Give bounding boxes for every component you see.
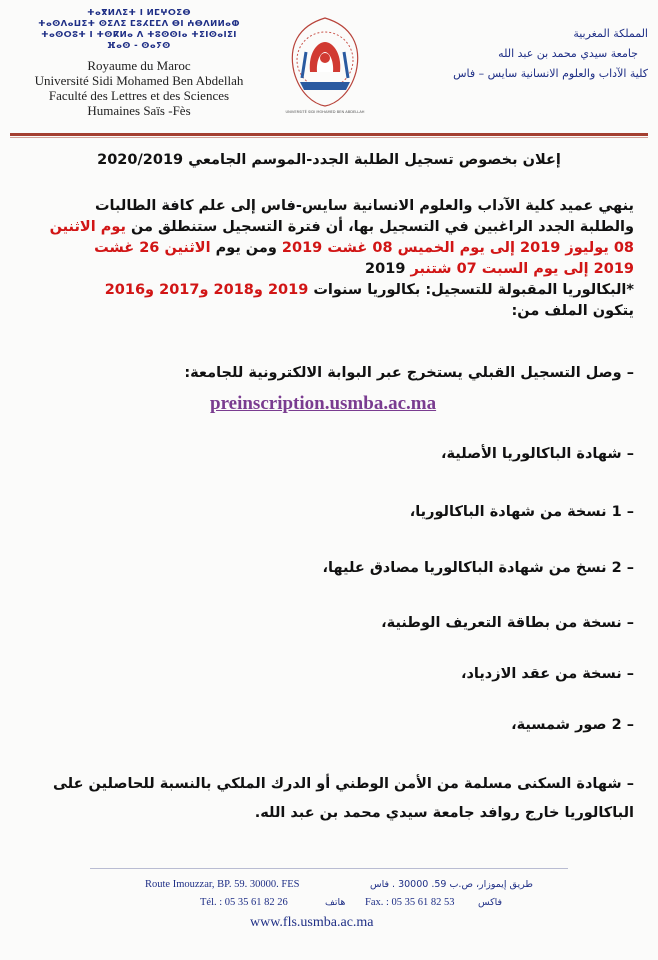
header-french [8, 58, 270, 118]
second-period-end: 2019 إلى يوم السبت 07 شتنبر [410, 261, 634, 277]
residence-line-1: – شهادة السكنى مسلمة من الأمن الوطني أو الدرك الملكي بالنسبة للحاصلين على [53, 776, 634, 792]
intro-line-2 [14, 217, 634, 238]
university-logo [280, 12, 370, 128]
logo-caption: UNIVERSITÉ SIDI MOHAMED BEN ABDELLAH [285, 110, 365, 114]
accepted-bac-label: *البكالوريا المقبولة للتسجيل: بكالوريا سنوات [308, 282, 634, 298]
ar-line-2: جامعة سيدي محمد بن عبد الله [498, 47, 638, 60]
start-day: يوم الاثنين [49, 219, 126, 235]
phone-label-ar: هاتف [325, 897, 346, 908]
tifinagh-line-3: ⵜⴰⵙⵔⵓⵜ ⵏ ⵜⵙⴽⵍⴰ ⴷ ⵜⵓⵙⵙⵏⴰ ⵜⵉⵏⵙⴰⵏⵉⵏ [41, 30, 237, 40]
list-item: – نسخة من بطاقة التعريف الوطنية، [381, 615, 634, 631]
tifinagh-line-1: ⵜⴰⴳⵍⴷⵉⵜ ⵏ ⵍⵎⵖⵔⵉⴱ [87, 8, 191, 18]
list-item: – 2 نسخ من شهادة الباكالوريا مصادق عليها، [322, 560, 634, 576]
intro-line-1: ينهي عميد كلية الآداب والعلوم الانسانية سايس-فاس إلى علم كافة الطالبات [94, 198, 634, 214]
footer [90, 868, 568, 955]
fr-line-2: Université Sidi Mohamed Ben Abdellah [34, 73, 244, 88]
fax-number: Fax. : 05 35 61 82 53 [365, 897, 455, 908]
fr-line-1: Royaume du Maroc [87, 58, 191, 73]
header-left [8, 8, 270, 118]
phone-number: Tél. : 05 35 61 82 26 [200, 897, 288, 908]
address-fr: Route Imouzzar, BP. 59. 30000. FES [145, 879, 300, 890]
accepted-bac-years: 2019 و2018 و2017 و2016 [104, 282, 309, 298]
fax-label-ar: فاكس [478, 897, 503, 908]
list-item: – وصل التسجيل القبلي يستخرج عبر البوابة الالكترونية للجامعة: [184, 365, 634, 381]
announcement-title: إعلان بخصوص تسجيل الطلبة الجدد-الموسم الجامعي 2020/2019 [97, 152, 561, 168]
intro-line-3 [14, 238, 634, 259]
ar-line-3: كلية الآداب والعلوم الانسانية سايس – فاس [453, 67, 648, 80]
preinscription-link[interactable]: preinscription.usmba.ac.ma [210, 393, 437, 414]
fr-line-3: Faculté des Lettres et des Sciences [48, 88, 230, 103]
list-item: – نسخة من عقد الازدياد، [460, 666, 634, 682]
ar-line-1: المملكة المغربية [573, 27, 648, 40]
header-divider [10, 133, 648, 136]
residence-line-2: الباكالوريا خارج روافد جامعة سيدي محمد بن عبد الله. [254, 805, 634, 821]
tifinagh-line-2: ⵜⴰⵙⴷⴰⵡⵉⵜ ⵙⵉⴷⵉ ⵎⵓⵃⵎⵎⴷ ⴱⵏ ⵄⴱⴷⵍⵍⴰⵀ [38, 19, 240, 29]
header-divider-thin [10, 137, 648, 138]
website-link[interactable]: www.fls.usmba.ac.ma [250, 915, 374, 930]
intro-paragraph [14, 196, 634, 322]
intro-line-3-text: ومن يوم [210, 240, 282, 256]
list-item: – 1 نسخة من شهادة الباكالوريا، [409, 504, 634, 520]
fr-line-4: Humaines Saïs -Fès [87, 103, 191, 118]
residence-certificate-item [18, 770, 634, 828]
file-consists-label: يتكون الملف من: [511, 303, 634, 319]
first-period: 08 يوليوز 2019 إلى يوم الخميس 08 غشت 2019 [281, 240, 634, 256]
list-item: – شهادة الباكالوريا الأصلية، [440, 446, 634, 462]
list-item: – 2 صور شمسية، [511, 717, 634, 733]
intro-line-4 [14, 259, 634, 280]
intro-line-4-year: 2019 [365, 261, 411, 277]
intro-line-5 [14, 280, 634, 301]
second-period-start: الاثنين 26 غشت [94, 240, 211, 256]
tifinagh-line-4: ⴼⴰⵙ - ⵙⴰⵢⵙ [107, 41, 171, 51]
address-ar: طريق إيموزار، ص.ب 59. 30000 . فاس [370, 879, 533, 890]
header-right [398, 24, 648, 84]
intro-line-2-text: والطلبة الجدد الراغبين في التسجيل بها، أن فترة التسجيل ستنطلق من [125, 219, 634, 235]
